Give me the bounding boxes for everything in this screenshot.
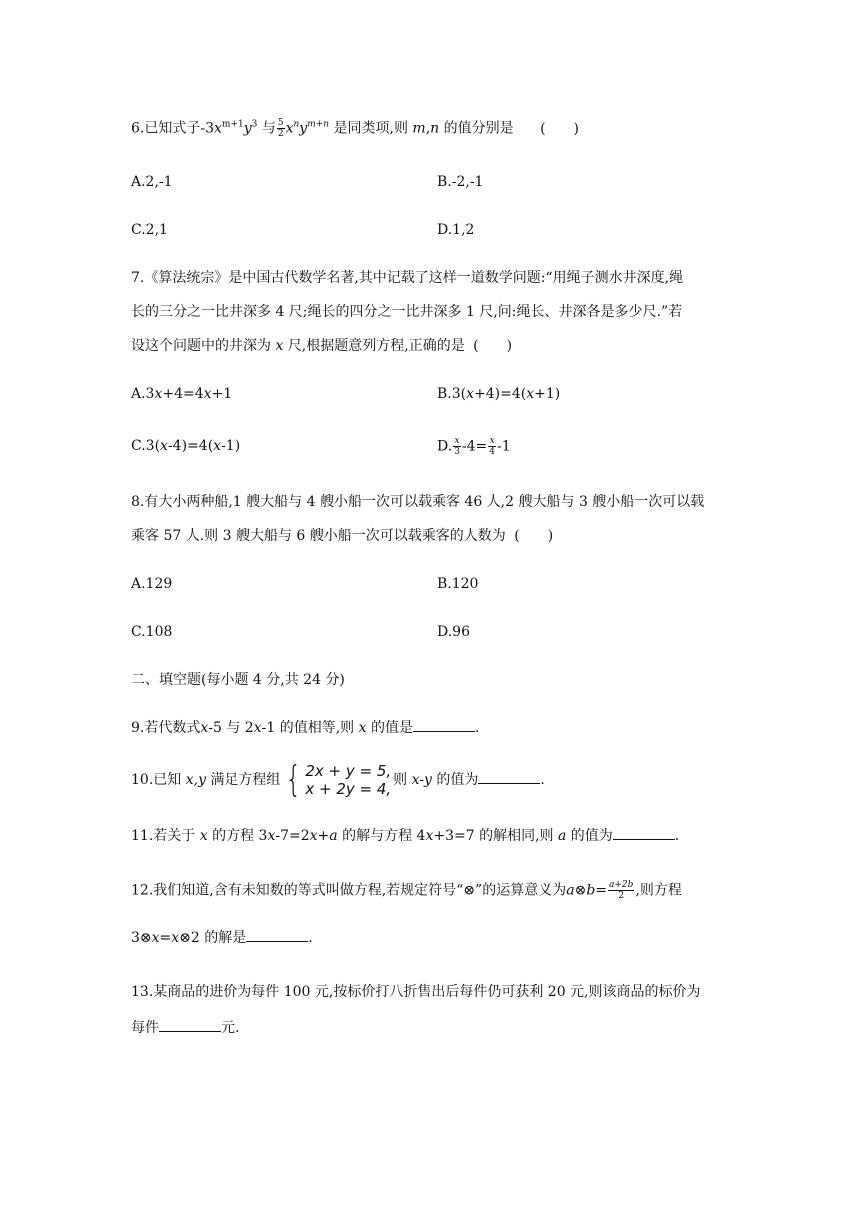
q6-text: 是同类项,则 [333, 120, 408, 137]
question-12-line-2: 3⊗x=x⊗2 的解是 . [131, 930, 313, 946]
q7-option-a: A.3x+4=4x+1 [131, 386, 233, 402]
q6-prefix: 6.已知式子-3 [131, 120, 214, 137]
frac-numerator: 5 [277, 118, 284, 128]
q6-var-x: x [285, 120, 294, 137]
q6-option-c: C.2,1 [131, 222, 168, 238]
q7-option-d: D. $\frac{x}{3}$ -4= $\frac{x}{4}$ -1 [437, 436, 511, 457]
q8-option-b: B.120 [437, 576, 479, 592]
answer-blank [246, 928, 308, 942]
left-brace-icon: { [285, 759, 302, 800]
q6-var-y: y [243, 120, 252, 137]
q7-line-2: 长的三分之一比井深多 4 尺;绳长的四分之一比井深多 1 尺,问:绳长、井深各是多少尺.”若 [131, 304, 683, 320]
q8-option-a: A.129 [131, 576, 173, 592]
answer-blank [478, 770, 540, 784]
q6-text: 的值分别是 [443, 120, 514, 137]
q7-option-b: B.3(x+4)=4(x+1) [437, 386, 561, 402]
q7-answer-paren: ( ) [473, 338, 513, 354]
question-12-line-1: 12.我们知道,含有未知数的等式叫做方程,若规定符号“⊗”的运算意义为a⊗b= $\frac{a+2b}{2}$ ,则方程 [131, 880, 682, 901]
question-13-line-2: 每件 元. [131, 1020, 240, 1036]
q6-option-b: B.-2,-1 [437, 174, 484, 190]
q8-text: 乘客 57 人.则 3 艘大船与 6 艘小船一次可以载乘客的人数为 [131, 528, 506, 544]
question-6 [131, 118, 579, 139]
question-10: 10.已知 x,y 满足方程组 { 2x + y = 5, x + 2y = 4, 则 x-y 的值为 . [131, 759, 545, 800]
q7-text: 设这个问题中的井深为 [131, 338, 271, 354]
q8-line-2 [131, 526, 553, 546]
q7-text: 尺,根据题意列方程,正确的是 [287, 338, 465, 354]
q7-option-c: C.3(x-4)=4(x-1) [131, 438, 241, 454]
q6-var-x: x [214, 120, 222, 137]
q6-answer-paren: ( ) [540, 120, 580, 137]
q6-fraction [277, 118, 285, 139]
equation-system [282, 759, 392, 800]
q6-connector: 与 [261, 120, 276, 137]
q12-fraction: $\frac{a+2b}{2}$ [609, 880, 634, 901]
q7-line-3 [131, 336, 512, 356]
q8-option-c: C.108 [131, 624, 173, 640]
q7-var: x [275, 338, 284, 354]
q6-option-d: D.1,2 [437, 222, 475, 238]
q6-exp: 3 [251, 119, 258, 130]
frac-denominator: 2 [277, 129, 284, 139]
q8-line-1: 8.有大小两种船,1 艘大船与 4 艘小船一次可以载乘客 46 人,2 艘大船与 3 艘小船一次可以载 [131, 494, 705, 510]
question-11: 11.若关于 x 的方程 3x-7=2x+a 的解与方程 4x+3=7 的解相同,则 a 的值为 . [131, 828, 680, 844]
q6-option-a: A.2,-1 [131, 174, 173, 190]
answer-blank [159, 1018, 221, 1032]
equation-1: 2x + y = 5, [305, 762, 392, 780]
section-2-title: 二、填空题(每小题 4 分,共 24 分) [131, 672, 345, 688]
answer-blank [613, 826, 675, 840]
q8-option-d: D.96 [437, 624, 470, 640]
question-9: 9.若代数式x-5 与 2x-1 的值相等,则 x 的值是 . [131, 720, 480, 736]
q6-vars: m,n [412, 120, 440, 137]
equation-2: x + 2y = 4, [305, 780, 392, 798]
q6-exp: m+n [307, 119, 330, 130]
q8-answer-paren: ( ) [514, 528, 554, 544]
q7-line-1: 7.《算法统宗》是中国古代数学名著,其中记载了这样一道数学问题:“用绳子测水井深度,绳 [131, 270, 684, 286]
q6-var-y: y [299, 120, 308, 137]
q6-exp: m+1 [221, 119, 244, 130]
answer-blank [413, 718, 475, 732]
question-13-line-1: 13.某商品的进价为每件 100 元,按标价打八折售出后每件仍可获利 20 元,则该商品的标价为 [131, 984, 701, 1000]
q6-exp: n [293, 119, 300, 130]
